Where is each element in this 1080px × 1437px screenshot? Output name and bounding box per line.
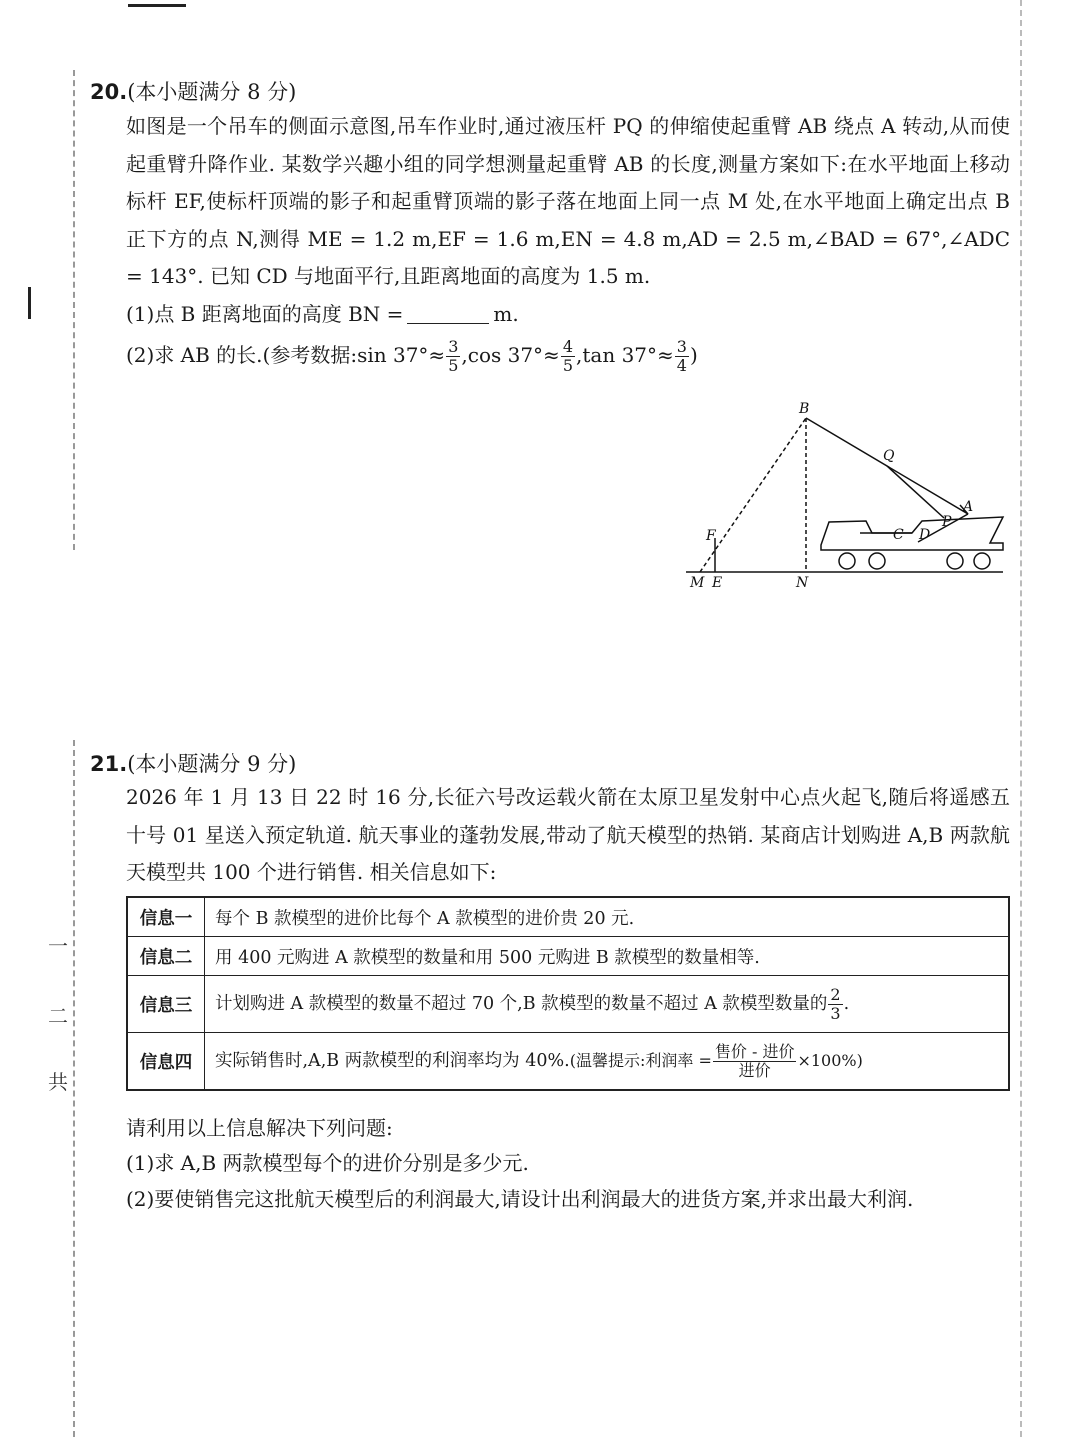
binding-dash-upper (73, 70, 75, 550)
info-text: 每个 B 款模型的进价比每个 A 款模型的进价贵 20 元. (205, 897, 1010, 937)
info-table (126, 896, 1010, 1091)
tan-label: ,tan 37°≈ (576, 343, 674, 367)
q20-header (90, 76, 296, 106)
q20-part1 (126, 298, 519, 327)
table-row (127, 937, 1009, 976)
q20-part2 (126, 338, 698, 375)
cos-den: 5 (562, 356, 574, 375)
tan-fraction (675, 338, 689, 375)
q20-part2-end: ) (689, 343, 698, 367)
info-key: 信息四 (127, 1033, 205, 1091)
shadow-line-mb (700, 418, 806, 572)
q20-answer-blank[interactable] (407, 323, 489, 324)
top-rule (128, 4, 186, 7)
label-c: C (893, 527, 904, 543)
binding-mark (28, 287, 31, 319)
two-thirds-fraction (828, 986, 842, 1023)
table-row (127, 976, 1009, 1033)
margin-char-3: 共 (48, 1070, 68, 1094)
q20-part1-unit: m. (493, 302, 519, 326)
info-key: 信息二 (127, 937, 205, 976)
label-f: F (706, 528, 716, 544)
table-row (127, 1033, 1009, 1091)
cos-num: 4 (562, 337, 574, 356)
info-text: 用 400 元购进 A 款模型的数量和用 500 元购进 B 款模型的数量相等. (205, 937, 1010, 976)
wheel-3 (947, 553, 963, 569)
frac-num: 2 (830, 984, 841, 1004)
q21-part2: (2)要使销售完这批航天模型后的利润最大,请设计出利润最大的进货方案,并求出最大利润. (126, 1187, 914, 1211)
q21-header (90, 748, 296, 778)
margin-char-1: 一 (48, 934, 68, 958)
frac-num: 售价 - 进价 (714, 1041, 795, 1061)
label-p: P (942, 514, 952, 530)
tan-den: 4 (676, 356, 687, 375)
info-cell-4 (205, 1033, 1010, 1091)
q21-part1: (1)求 A,B 两款模型每个的进价分别是多少元. (126, 1151, 529, 1175)
info-cell-3 (205, 976, 1010, 1033)
label-q: Q (883, 448, 895, 464)
crane-figure (680, 395, 1020, 595)
info-key: 信息一 (127, 897, 205, 937)
label-a: A (963, 499, 974, 515)
q21-score: (本小题满分 9 分) (127, 752, 297, 776)
wheel-4 (974, 553, 990, 569)
q20-number: 20. (90, 80, 128, 104)
cos-label: ,cos 37°≈ (461, 343, 560, 367)
tan-num: 3 (676, 337, 687, 356)
q21-number: 21. (90, 752, 128, 776)
label-e: E (712, 575, 723, 591)
right-dash-line (1020, 0, 1022, 1437)
q20-part2-text: (2)求 AB 的长.(参考数据:sin 37°≈ (126, 343, 446, 367)
sin-den: 5 (448, 356, 459, 375)
label-d: D (919, 527, 931, 543)
label-b: B (799, 401, 810, 417)
table-row (127, 897, 1009, 937)
sin-num: 3 (448, 337, 459, 356)
frac-den: 3 (830, 1003, 841, 1023)
piston-pq (887, 466, 944, 518)
info-text: 计划购进 A 款模型的数量不超过 70 个,B 款模型的数量不超过 A 款模型数量的 (215, 993, 828, 1014)
q21-prompt: 请利用以上信息解决下列问题: (126, 1116, 393, 1140)
wheel-2 (869, 553, 885, 569)
info-key: 信息三 (127, 976, 205, 1033)
info-end: . (843, 993, 850, 1014)
hint-suffix: ×100%) (797, 1050, 863, 1070)
binding-dash-lower (73, 740, 75, 1437)
q21-stem: 2026 年 1 月 13 日 22 时 16 分,长征六号改运载火箭在太原卫星发射中心点火起飞,随后将遥感五十号 01 星送入预定轨道. 航天事业的蓬勃发展,带动了航天模型的热销. 某商店计划购进 A,B 两款航天模型共 100 个进行销售. 相关信息如下: (126, 785, 1010, 885)
wheel-1 (839, 553, 855, 569)
label-m: M (690, 575, 705, 591)
q20-score: (本小题满分 8 分) (127, 80, 297, 104)
cos-fraction (561, 338, 575, 375)
sin-fraction (446, 338, 460, 375)
info-text: 实际销售时,A,B 两款模型的利润率均为 40%. (215, 1050, 570, 1071)
frac-den: 进价 (738, 1060, 771, 1080)
q20-stem: 如图是一个吊车的侧面示意图,吊车作业时,通过液压杆 PQ 的伸缩使起重臂 AB 绕点 A 转动,从而使起重臂升降作业. 某数学兴趣小组的同学想测量起重臂 AB 的长度,测量方案如下:在水平地面上移动标杆 EF,使标杆顶端的影子和起重臂顶端的影子落在地面上同一点 M 处,在水平地面上确定出点 B 正下方的点 N,测得 ME = 1.2 m,EF = 1.6 m,EN = 4.8 m,AD = 2.5 m,∠BAD = 67°,∠ADC = 143°. 已知 CD 与地面平行,且距离地面的高度为 1.5 m. (126, 114, 1010, 289)
profit-rate-fraction (713, 1043, 797, 1080)
margin-char-2: 二 (48, 1004, 68, 1028)
hint-prefix: (温馨提示:利润率 = (569, 1050, 712, 1070)
q20-part1-text: (1)点 B 距离地面的高度 BN = (126, 302, 404, 326)
label-n: N (796, 575, 809, 591)
